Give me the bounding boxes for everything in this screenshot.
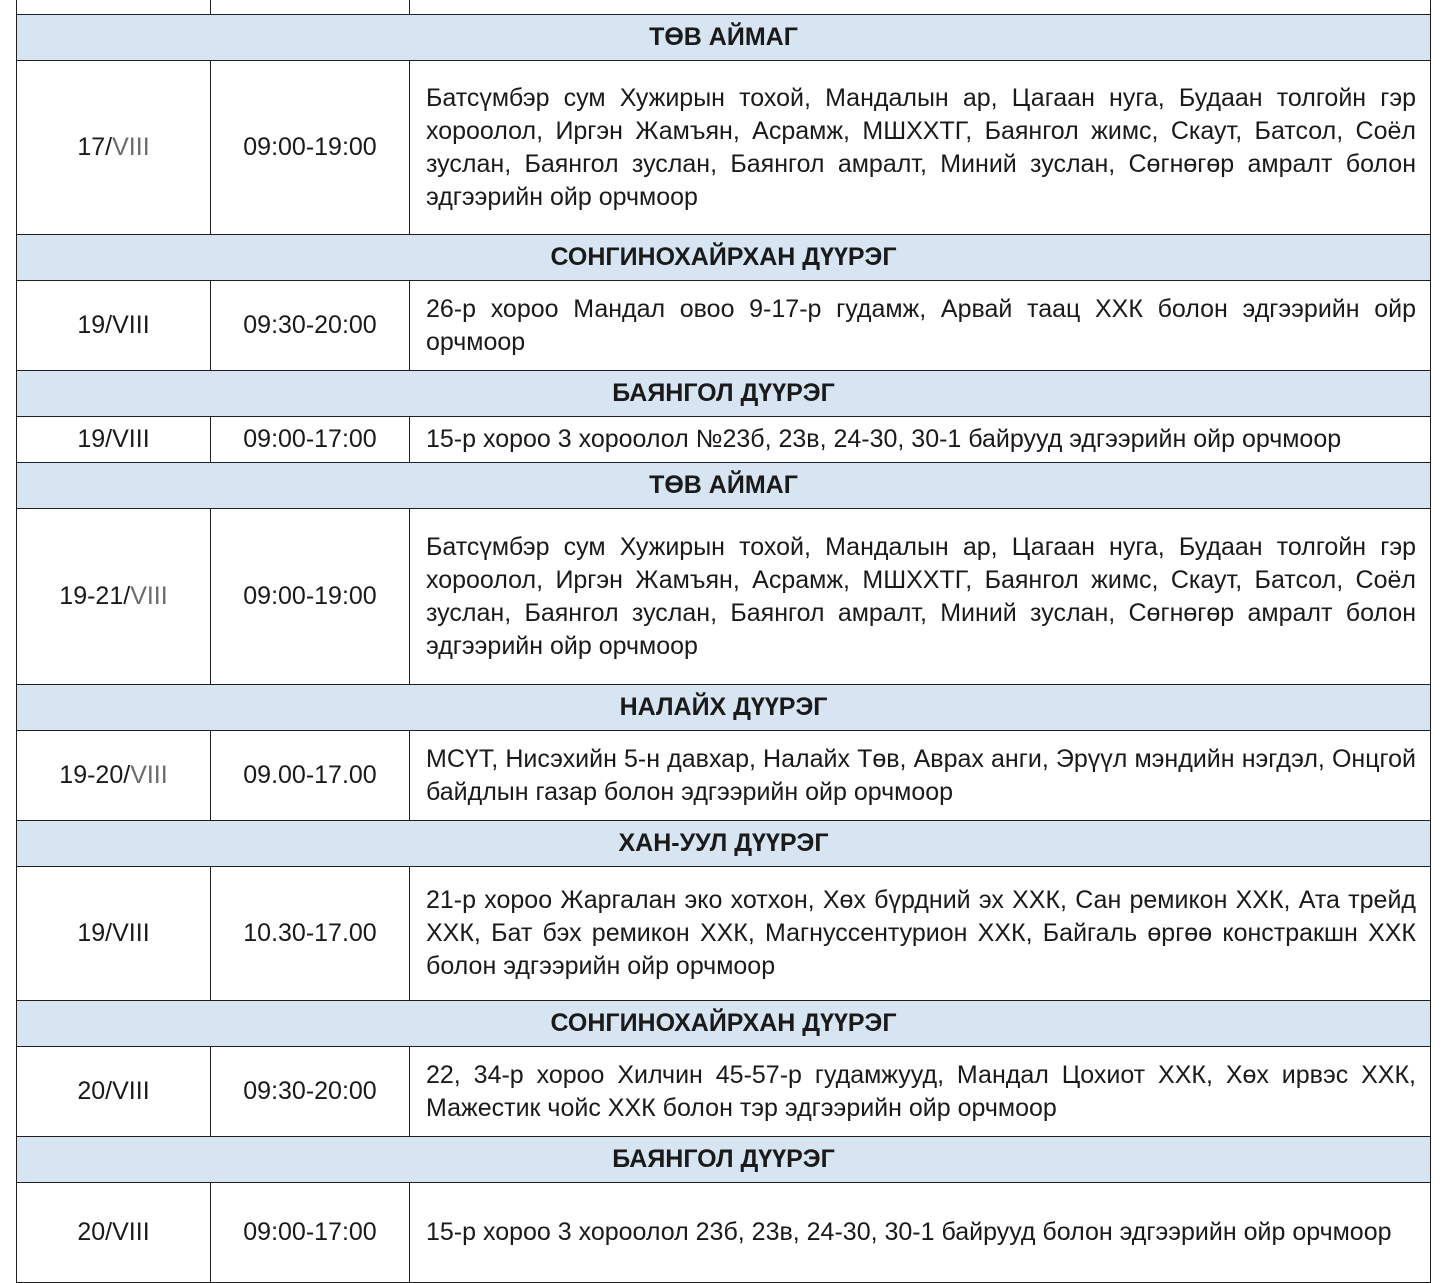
region-header-row bbox=[17, 371, 1431, 417]
date-month: VIII bbox=[112, 425, 150, 453]
time-cell: 09:30-20:00 bbox=[211, 281, 410, 371]
location-description: 22, 34-р хороо Хилчин 45-57-р гудамжууд, Мандал Цохиот ХХК, Хөх ирвэс ХХК, Мажестик чойс ХХК болон тэр эдгээрийн ойр орчмоор bbox=[410, 1047, 1431, 1137]
date-day: 20/ bbox=[77, 1218, 113, 1246]
date-month: VIII bbox=[112, 1218, 150, 1246]
date-day: 17/ bbox=[77, 133, 113, 161]
location-description: 26-р хороо Мандал овоо 9-17-р гудамж, Арвай таац ХХК болон эдгээрийн ойр орчмоор bbox=[410, 281, 1431, 371]
location-description: 15-р хороо 3 хороолол 23б, 23в, 24-30, 30-1 байрууд болон эдгээрийн ойр орчмоор bbox=[410, 1183, 1431, 1283]
region-header-row bbox=[17, 685, 1431, 731]
date-cell bbox=[17, 731, 211, 821]
region-header-row bbox=[17, 1137, 1431, 1183]
date-cell bbox=[17, 1047, 211, 1137]
schedule-row bbox=[17, 417, 1431, 463]
date-day: 19-20/ bbox=[59, 761, 131, 789]
schedule-row bbox=[17, 1183, 1431, 1283]
time-cell: 09.00-17.00 bbox=[211, 731, 410, 821]
schedule-row bbox=[17, 0, 1431, 15]
region-header-row bbox=[17, 235, 1431, 281]
date-cell bbox=[17, 281, 211, 371]
region-header-row bbox=[17, 1001, 1431, 1047]
outage-schedule-table bbox=[16, 0, 1431, 1283]
schedule-row bbox=[17, 281, 1431, 371]
date-month: VIII bbox=[112, 919, 150, 947]
date-month: VIII bbox=[112, 133, 150, 161]
region-title: СОНГИНОХАЙРХАН ДҮҮРЭГ bbox=[17, 235, 1431, 281]
date-month: VIII bbox=[112, 1077, 150, 1105]
schedule-row bbox=[17, 509, 1431, 685]
time-cell: 09:00-19:00 bbox=[211, 61, 410, 235]
date-day: 19-21/ bbox=[59, 582, 131, 610]
location-description bbox=[410, 0, 1431, 15]
region-header-row bbox=[17, 463, 1431, 509]
time-cell: 09:00-19:00 bbox=[211, 509, 410, 685]
time-cell: 09:30-20:00 bbox=[211, 1047, 410, 1137]
date-month: VIII bbox=[130, 582, 168, 610]
region-header-row bbox=[17, 821, 1431, 867]
date-cell bbox=[17, 61, 211, 235]
schedule-row bbox=[17, 867, 1431, 1001]
region-title: ТӨВ АЙМАГ bbox=[17, 463, 1431, 509]
schedule-row bbox=[17, 731, 1431, 821]
date-cell bbox=[17, 417, 211, 463]
region-title: ХАН-УУЛ ДҮҮРЭГ bbox=[17, 821, 1431, 867]
schedule-row bbox=[17, 1047, 1431, 1137]
time-cell: 09:00-17:00 bbox=[211, 1183, 410, 1283]
region-title: НАЛАЙХ ДҮҮРЭГ bbox=[17, 685, 1431, 731]
date-day: 19/ bbox=[77, 425, 113, 453]
region-title: БАЯНГОЛ ДҮҮРЭГ bbox=[17, 371, 1431, 417]
location-description: 15-р хороо 3 хороолол №23б, 23в, 24-30, 30-1 байрууд эдгээрийн ойр орчмоор bbox=[410, 417, 1431, 463]
time-cell: 10.30-17.00 bbox=[211, 867, 410, 1001]
date-cell bbox=[17, 867, 211, 1001]
schedule-body bbox=[17, 0, 1431, 1283]
schedule-row bbox=[17, 61, 1431, 235]
date-cell bbox=[17, 1183, 211, 1283]
date-cell bbox=[17, 0, 211, 15]
region-title: ТӨВ АЙМАГ bbox=[17, 15, 1431, 61]
location-description: Батсүмбэр сум Хужирын тохой, Мандалын ар, Цагаан нуга, Будаан толгойн гэр хороолол, Иргэн Жамъян, Асрамж, МШХХТГ, Баянгол жимс, Скаут, Батсол, Соёл зуслан, Баянгол зуслан, Баянгол амралт, Миний зуслан, Сөгнөгөр амралт болон эдгээрийн ойр орчмоор bbox=[410, 61, 1431, 235]
location-description: Батсүмбэр сум Хужирын тохой, Мандалын ар, Цагаан нуга, Будаан толгойн гэр хороолол, Иргэн Жамъян, Асрамж, МШХХТГ, Баянгол жимс, Скаут, Батсол, Соёл зуслан, Баянгол зуслан, Баянгол амралт, Миний зуслан, Сөгнөгөр амралт болон эдгээрийн ойр орчмоор bbox=[410, 509, 1431, 685]
date-month: VIII bbox=[130, 761, 168, 789]
date-month: VIII bbox=[112, 311, 150, 339]
date-day: 19/ bbox=[77, 919, 113, 947]
location-description: МСҮТ, Нисэхийн 5-н давхар, Налайх Төв, Аврах анги, Эрүүл мэндийн нэгдэл, Онцгой байдлын газар болон эдгээрийн ойр орчмоор bbox=[410, 731, 1431, 821]
location-description: 21-р хороо Жаргалан эко хотхон, Хөх бүрдний эх ХХК, Сан ремикон ХХК, Ата трейд ХХК, Бат бэх ремикон ХХК, Магнуссентурион ХХК, Байгаль өргөө констракшн ХХК болон эдгээрийн ойр орчмоор bbox=[410, 867, 1431, 1001]
region-title: СОНГИНОХАЙРХАН ДҮҮРЭГ bbox=[17, 1001, 1431, 1047]
date-cell bbox=[17, 509, 211, 685]
region-header-row bbox=[17, 15, 1431, 61]
region-title: БАЯНГОЛ ДҮҮРЭГ bbox=[17, 1137, 1431, 1183]
date-day: 19/ bbox=[77, 311, 113, 339]
time-cell: 09:00-17:00 bbox=[211, 417, 410, 463]
time-cell bbox=[211, 0, 410, 15]
date-day: 20/ bbox=[77, 1077, 113, 1105]
